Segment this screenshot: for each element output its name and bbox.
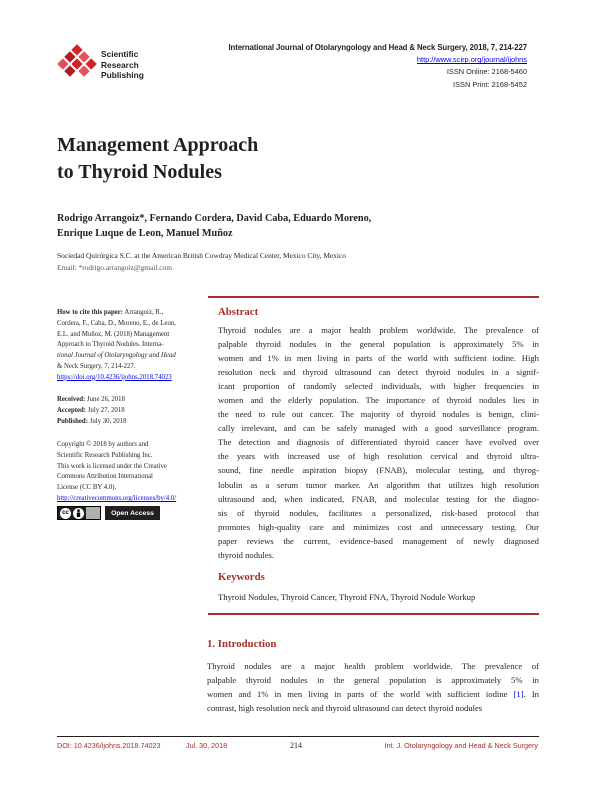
citation-text: Cordera, F., Caba, D., Moreno, E., de Leon, bbox=[57, 319, 176, 327]
abstract-line: women and 1% in men living in parts of the world with sufficient iodine. High bbox=[218, 353, 539, 364]
copyright-line: Copyright © 2018 by authors and bbox=[57, 441, 149, 448]
affiliation: Sociedad Quirúrgica S.C. at the American British Cowdray Medical Center, Mexico City, Mexico bbox=[57, 251, 346, 260]
abstract-line: sis of thyroid nodules, facilitates a personalized, risk-based protocol that bbox=[218, 507, 539, 518]
abstract-top-rule bbox=[208, 296, 539, 298]
abstract-line: the years with increased use of high resolution cervical and thyroid ultra- bbox=[218, 451, 539, 462]
citation-text: & Neck Surgery, 7, 214-227. bbox=[57, 362, 136, 370]
doi-link[interactable]: https://doi.org/10.4236/ijohns.2018.74023 bbox=[57, 373, 172, 381]
issn-online: ISSN Online: 2168-5460 bbox=[446, 67, 527, 77]
accepted-label: Accepted: bbox=[57, 406, 87, 414]
authors-line: Enrique Luque de Leon, Manuel Muñoz bbox=[57, 228, 233, 239]
dates-block bbox=[57, 395, 205, 427]
abstract-line: women and the elderly population. The importance of thyroid nodules lies in bbox=[218, 395, 539, 406]
issn-print: ISSN Print: 2168-5452 bbox=[453, 79, 527, 89]
how-to-cite-label: How to cite this paper: bbox=[57, 309, 124, 316]
affiliation-block bbox=[57, 250, 346, 274]
footer-date: Jul. 30, 2018 bbox=[186, 741, 228, 750]
publisher-name-line: Research bbox=[101, 59, 139, 70]
keywords-text: Thyroid Nodules, Thyroid Cancer, Thyroid FNA, Thyroid Nodule Workup bbox=[218, 592, 476, 602]
published-date: July 30, 2018 bbox=[89, 417, 127, 425]
abstract-line: ultrasound and, when indicated, FNAB, and molecular testing for the diagno- bbox=[218, 493, 539, 504]
abstract-text bbox=[218, 323, 539, 562]
scirp-logo-icon bbox=[57, 44, 97, 84]
abstract-line: palpable thyroid nodules in the general population is approximately 5% in bbox=[218, 339, 539, 350]
publisher-name bbox=[101, 49, 144, 81]
footer-doi: DOI: 10.4236/ijohns.2018.74023 bbox=[57, 741, 161, 750]
authors-line: Rodrigo Arrangoiz*, Fernando Cordera, David Caba, Eduardo Moreno, bbox=[57, 213, 372, 224]
introduction-text bbox=[207, 659, 539, 715]
introduction-heading: 1. Introduction bbox=[207, 638, 277, 650]
cc-icon-label: cc bbox=[62, 510, 69, 516]
footer-rule bbox=[57, 736, 539, 737]
abstract-line: promotes high-quality care and minimizes cost and unnecessary testing. Our bbox=[218, 521, 539, 532]
attribution-icon bbox=[73, 508, 84, 519]
abstract-line: paper reviews the current, evidence-based management of newly diagnosed bbox=[218, 535, 539, 546]
publisher-logo bbox=[57, 44, 97, 84]
abstract-line: sound, fine needle aspiration biopsy (FNAB), molecular testing, and thyrog- bbox=[218, 465, 539, 476]
intro-line: contrast, high resolution neck and thyroid ultrasound can detect thyroid nodules bbox=[207, 703, 483, 714]
citation-text: Arrangoiz, R., bbox=[124, 309, 164, 316]
citation-text: tional Journal of Otolaryngology and Head bbox=[57, 352, 176, 360]
intro-line: palpable thyroid nodules in the general population is approximately 5% in bbox=[207, 675, 539, 686]
publisher-name-line: Scientific bbox=[101, 49, 139, 59]
abstract-heading: Abstract bbox=[218, 306, 259, 318]
copyright-line: This work is licensed under the Creative bbox=[57, 462, 167, 470]
accepted-date: July 27, 2018 bbox=[87, 406, 125, 414]
copyright-line: License (CC BY 4.0). bbox=[57, 484, 117, 492]
article-title-line: Management Approach bbox=[57, 134, 259, 156]
cc-by-badge[interactable] bbox=[57, 506, 101, 520]
copyright-line: Scientific Research Publishing Inc. bbox=[57, 451, 153, 459]
abstract-line: The detection and diagnosis of differentiated thyroid cancer have evolved over bbox=[218, 437, 539, 448]
published-label: Published: bbox=[57, 417, 88, 425]
open-access-label: Open Access bbox=[111, 509, 154, 517]
copyright-line: Commons Attribution International bbox=[57, 473, 153, 481]
intro-line: Thyroid nodules are a major health problem worldwide. The prevalence of bbox=[207, 661, 539, 671]
intro-line bbox=[207, 687, 539, 701]
copyright-block bbox=[57, 440, 205, 505]
abstract-line: Thyroid nodules are a major health problem worldwide. The prevalence of bbox=[218, 325, 539, 335]
abstract-line: lobulin as a serum tumor marker. An algorithm that utilizes high resolution bbox=[218, 479, 539, 490]
intro-line-text: women and 1% in men living in parts of the world with sufficient iodine bbox=[207, 689, 514, 700]
footer-journal: Int. J. Otolaryngology and Head & Neck Surgery bbox=[384, 741, 538, 750]
intro-line-text: . In bbox=[523, 689, 539, 700]
received-label: Received: bbox=[57, 396, 86, 403]
keywords-heading: Keywords bbox=[218, 571, 265, 583]
abstract-line: thyroid nodules. bbox=[218, 549, 275, 560]
citation-text: Approach to Thyroid Nodules. Interna- bbox=[57, 341, 164, 349]
author-email: Email: *rodrigo.arrangoiz@gmail.com bbox=[57, 263, 172, 272]
keywords-bottom-rule bbox=[208, 613, 539, 615]
open-access-badge[interactable] bbox=[105, 506, 160, 520]
article-title-line: to Thyroid Nodules bbox=[57, 161, 222, 183]
publisher-name-line: Publishing bbox=[101, 70, 144, 81]
reference-link[interactable]: [1] bbox=[513, 689, 524, 700]
abstract-line: icant proportion of randomly selected individuals, with higher frequencies in bbox=[218, 381, 539, 392]
cc-badge-strip bbox=[86, 507, 100, 519]
license-link[interactable]: http://creativecommons.org/licenses/by/4.0/ bbox=[57, 494, 177, 502]
journal-citation: International Journal of Otolaryngology and Head & Neck Surgery, 2018, 7, 214-227 bbox=[228, 43, 527, 52]
authors bbox=[57, 211, 371, 241]
footer-page-number: 214 bbox=[290, 741, 302, 750]
citation-text: E.L. and Muñoz, M. (2018) Management bbox=[57, 330, 170, 338]
received-date: June 26, 2018 bbox=[87, 396, 125, 403]
abstract-line: resolution neck and thyroid ultrasound can detect thyroid nodules in a signif- bbox=[218, 367, 539, 378]
how-to-cite bbox=[57, 308, 205, 384]
article-title bbox=[57, 132, 258, 186]
abstract-line: cally irrelevant, and can be safely managed with a good surveillance program. bbox=[218, 423, 539, 434]
journal-header bbox=[228, 42, 527, 91]
abstract-line: the need to rule out cancer. The majority of thyroid nodules is benign, clini- bbox=[218, 409, 539, 420]
journal-url-link[interactable]: http://www.scirp.org/journal/ijohns bbox=[416, 55, 527, 65]
cc-icon bbox=[60, 508, 71, 519]
